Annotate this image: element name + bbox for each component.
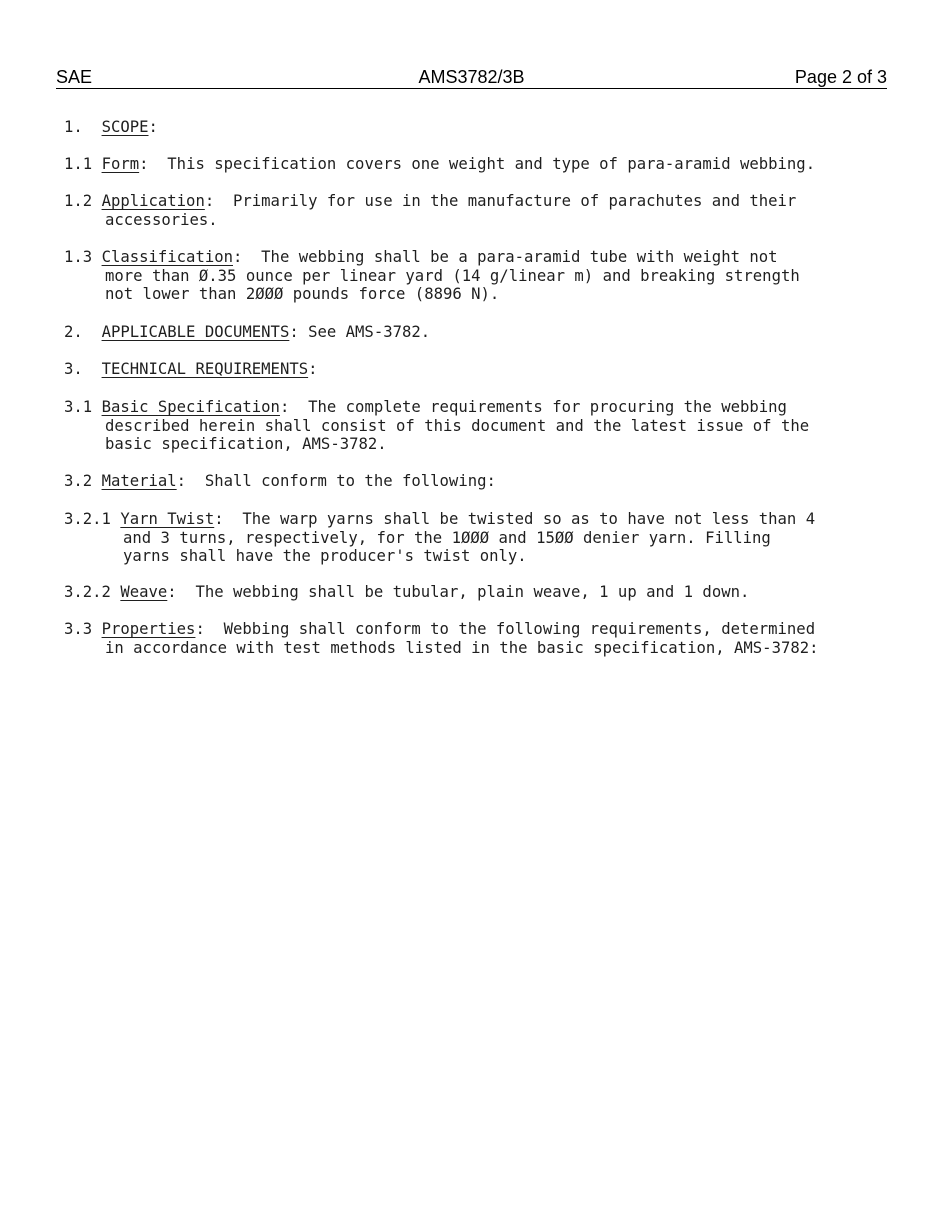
section-suffix: : <box>308 360 318 378</box>
section-text: : The webbing shall be tubular, plain weave, 1 up and 1 down. <box>167 583 750 601</box>
header-organization: SAE <box>56 67 93 87</box>
section-number: 3.1 <box>64 398 102 416</box>
section-number: 1.1 <box>64 155 102 173</box>
section-number: 3.2.2 <box>64 583 121 601</box>
header-page-number: Page 2 of 3 <box>794 67 887 87</box>
header-document-number: AMS3782/3B <box>418 67 525 87</box>
section-text-line: : The webbing shall be a para-aramid tube with weight not <box>233 248 778 266</box>
section-title: Yarn Twist <box>120 510 215 528</box>
section-text-line: described herein shall consist of this document and the latest issue of the <box>105 416 810 435</box>
section-text: : This specification covers one weight and type of para-aramid webbing. <box>139 155 816 173</box>
section-title: Classification <box>101 248 233 266</box>
section-number: 1. <box>64 118 102 136</box>
section-number: 1.3 <box>64 248 102 266</box>
section-2-applicable-documents <box>64 323 430 342</box>
page-header <box>56 66 887 89</box>
section-text-line: and 3 turns, respectively, for the 1ØØØ and 15ØØ denier yarn. Filling <box>123 528 771 547</box>
section-number: 1.2 <box>64 192 102 210</box>
section-3-2-1-yarn-twist <box>64 510 815 566</box>
section-text-line: accessories. <box>105 210 218 229</box>
section-text-line: in accordance with test methods listed in the basic specification, AMS-3782: <box>105 638 819 657</box>
section-number: 3.2 <box>64 472 102 490</box>
section-title: SCOPE <box>101 118 149 136</box>
section-text-line: not lower than 2ØØØ pounds force (8896 N). <box>105 285 500 303</box>
section-title: Basic Specification <box>101 398 280 416</box>
section-text-line: : The warp yarns shall be twisted so as to have not less than 4 <box>214 510 816 528</box>
section-3-3-properties <box>64 620 819 657</box>
section-number: 3. <box>64 360 102 378</box>
section-title: Form <box>101 155 140 173</box>
section-text-line: more than Ø.35 ounce per linear yard (14 g/linear m) and breaking strength <box>105 266 800 285</box>
section-title: Application <box>101 192 205 210</box>
section-text-line: yarns shall have the producer's twist only. <box>123 547 527 565</box>
section-text-line: : Primarily for use in the manufacture of parachutes and their <box>204 192 797 210</box>
section-3-technical-requirements <box>64 360 318 379</box>
section-title: APPLICABLE DOCUMENTS <box>101 323 290 341</box>
section-title: Weave <box>120 583 168 601</box>
section-number: 2. <box>64 323 102 341</box>
section-number: 3.2.1 <box>64 510 121 528</box>
section-title: TECHNICAL REQUIREMENTS <box>101 360 309 378</box>
section-suffix: : <box>148 118 158 136</box>
section-text-line: : The complete requirements for procuring the webbing <box>279 398 787 416</box>
section-3-2-material <box>64 472 496 491</box>
section-1-1-form <box>64 155 815 174</box>
section-1-2-application <box>64 192 796 229</box>
section-title: Properties <box>101 620 196 638</box>
section-3-2-2-weave <box>64 583 749 602</box>
section-text: : Shall conform to the following: <box>176 472 496 490</box>
section-text: : See AMS-3782. <box>289 323 431 341</box>
section-title: Material <box>101 472 177 490</box>
section-3-1-basic-specification <box>64 398 809 454</box>
section-text-line: basic specification, AMS-3782. <box>105 435 387 453</box>
section-text-line: : Webbing shall conform to the following requirements, determined <box>195 620 816 638</box>
section-number: 3.3 <box>64 620 102 638</box>
section-1-scope <box>64 118 158 137</box>
section-1-3-classification <box>64 248 800 304</box>
